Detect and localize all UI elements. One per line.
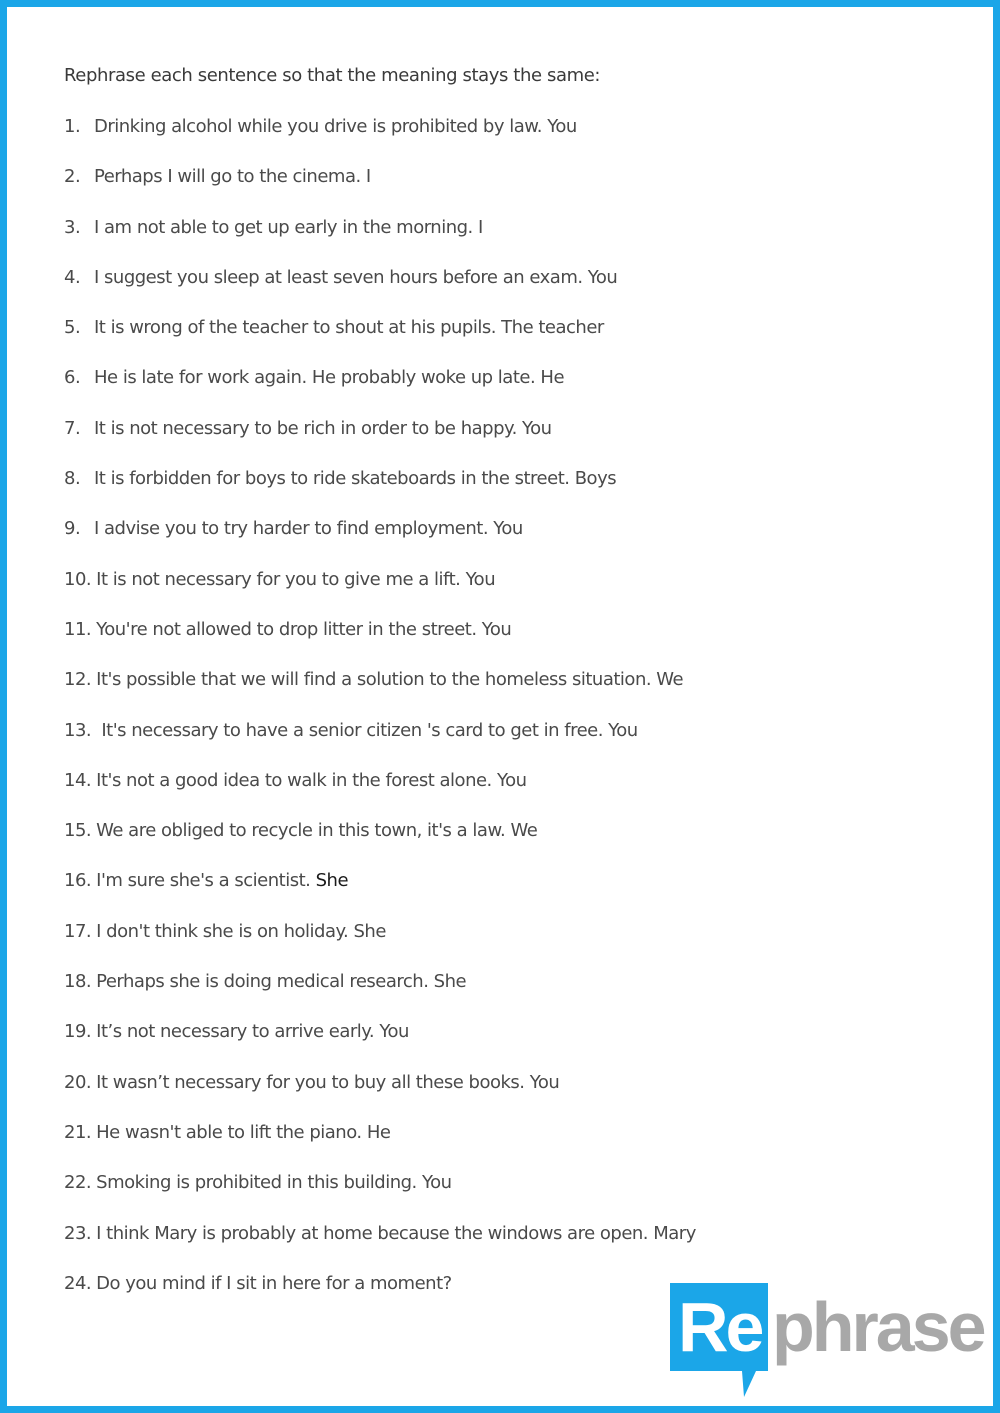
- sentence-item: [64, 517, 696, 567]
- item-number: 19.: [64, 1021, 92, 1043]
- sentence-item: [64, 668, 696, 718]
- logo-text-re: Re: [678, 1288, 762, 1366]
- item-text: I think Mary is probably at home because the windows are open. Mary: [96, 1222, 696, 1244]
- item-text: I'm sure she's a scientist.: [96, 870, 311, 892]
- item-number: 4.: [64, 266, 81, 288]
- item-text: Perhaps she is doing medical research. She: [96, 971, 467, 993]
- item-number: 6.: [64, 367, 81, 389]
- item-text: He wasn't able to lift the piano. He: [96, 1121, 391, 1143]
- item-number: 2.: [64, 166, 81, 188]
- item-text: It is forbidden for boys to ride skateboards in the street. Boys: [94, 468, 617, 490]
- item-number: 16.: [64, 870, 92, 892]
- item-number: 5.: [64, 317, 81, 339]
- item-number: 14.: [64, 769, 92, 791]
- item-text: He is late for work again. He probably woke up late. He: [94, 367, 565, 389]
- item-prompt-word: She: [315, 870, 349, 892]
- item-text: I don't think she is on holiday. She: [96, 920, 386, 942]
- sentence-item: [64, 1171, 696, 1221]
- item-text: It's not a good idea to walk in the forest alone. You: [96, 769, 527, 791]
- sentence-item: [64, 467, 696, 517]
- sentence-item: [64, 165, 696, 215]
- item-text: You're not allowed to drop litter in the street. You: [96, 618, 512, 640]
- item-number: 11.: [64, 618, 92, 640]
- item-text: It is wrong of the teacher to shout at his pupils. The teacher: [94, 317, 604, 339]
- sentence-item: [64, 1121, 696, 1171]
- item-text: It's possible that we will find a solution to the homeless situation. We: [96, 669, 684, 691]
- item-number: 18.: [64, 971, 92, 993]
- sentence-item: [64, 819, 696, 869]
- sentence-item: [64, 417, 696, 467]
- sentence-item: [64, 568, 696, 618]
- item-number: 1.: [64, 116, 81, 137]
- item-text: I am not able to get up early in the morning. I: [94, 216, 483, 238]
- sentence-item: [64, 316, 696, 366]
- sentence-item: [64, 1222, 696, 1272]
- item-number: 12.: [64, 669, 92, 691]
- item-text: I suggest you sleep at least seven hours before an exam. You: [94, 266, 618, 288]
- item-number: 8.: [64, 468, 81, 490]
- sentence-item: [64, 1272, 696, 1322]
- sentence-item: [64, 1020, 696, 1070]
- item-text: It is not necessary to be rich in order to be happy. You: [94, 417, 552, 439]
- rephrase-logo: [670, 1283, 984, 1401]
- item-number: 15.: [64, 820, 92, 842]
- item-number: 9.: [64, 518, 81, 540]
- item-number: 21.: [64, 1121, 92, 1143]
- sentence-item: [64, 1071, 696, 1121]
- sentence-item: [64, 115, 696, 165]
- item-text: Do you mind if I sit in here for a moment?: [96, 1272, 452, 1294]
- item-number: 20.: [64, 1071, 92, 1093]
- item-text: It’s not necessary to arrive early. You: [96, 1021, 409, 1043]
- item-number: 22.: [64, 1172, 92, 1194]
- logo-text-phrase: phrase: [772, 1288, 984, 1366]
- sentence-item: [64, 719, 696, 769]
- item-text: It wasn’t necessary for you to buy all these books. You: [96, 1071, 560, 1093]
- sentence-item: [64, 920, 696, 970]
- item-number: 23.: [64, 1222, 92, 1244]
- item-text: We are obliged to recycle in this town, it's a law. We: [96, 820, 538, 842]
- sentence-list: [64, 115, 696, 1322]
- sentence-item: [64, 266, 696, 316]
- item-text: It's necessary to have a senior citizen 's card to get in free. You: [96, 719, 638, 741]
- item-number: 24.: [64, 1272, 92, 1294]
- item-text: It is not necessary for you to give me a lift. You: [96, 568, 496, 590]
- item-number: 7.: [64, 417, 81, 439]
- item-text: I advise you to try harder to find employment. You: [94, 518, 523, 540]
- sentence-item: [64, 618, 696, 668]
- item-text: Perhaps I will go to the cinema. I: [94, 166, 371, 188]
- item-text: Smoking is prohibited in this building. You: [96, 1172, 452, 1194]
- item-number: 17.: [64, 920, 92, 942]
- instruction-heading: Rephrase each sentence so that the meaning stays the same:: [64, 65, 601, 86]
- item-number: 3.: [64, 216, 81, 238]
- sentence-item: [64, 970, 696, 1020]
- item-number: 10.: [64, 568, 92, 590]
- item-text: Drinking alcohol while you drive is prohibited by law. You: [94, 116, 577, 137]
- sentence-item: [64, 769, 696, 819]
- sentence-item: [64, 869, 696, 919]
- sentence-item: [64, 366, 696, 416]
- item-number: 13.: [64, 719, 92, 741]
- sentence-item: [64, 216, 696, 266]
